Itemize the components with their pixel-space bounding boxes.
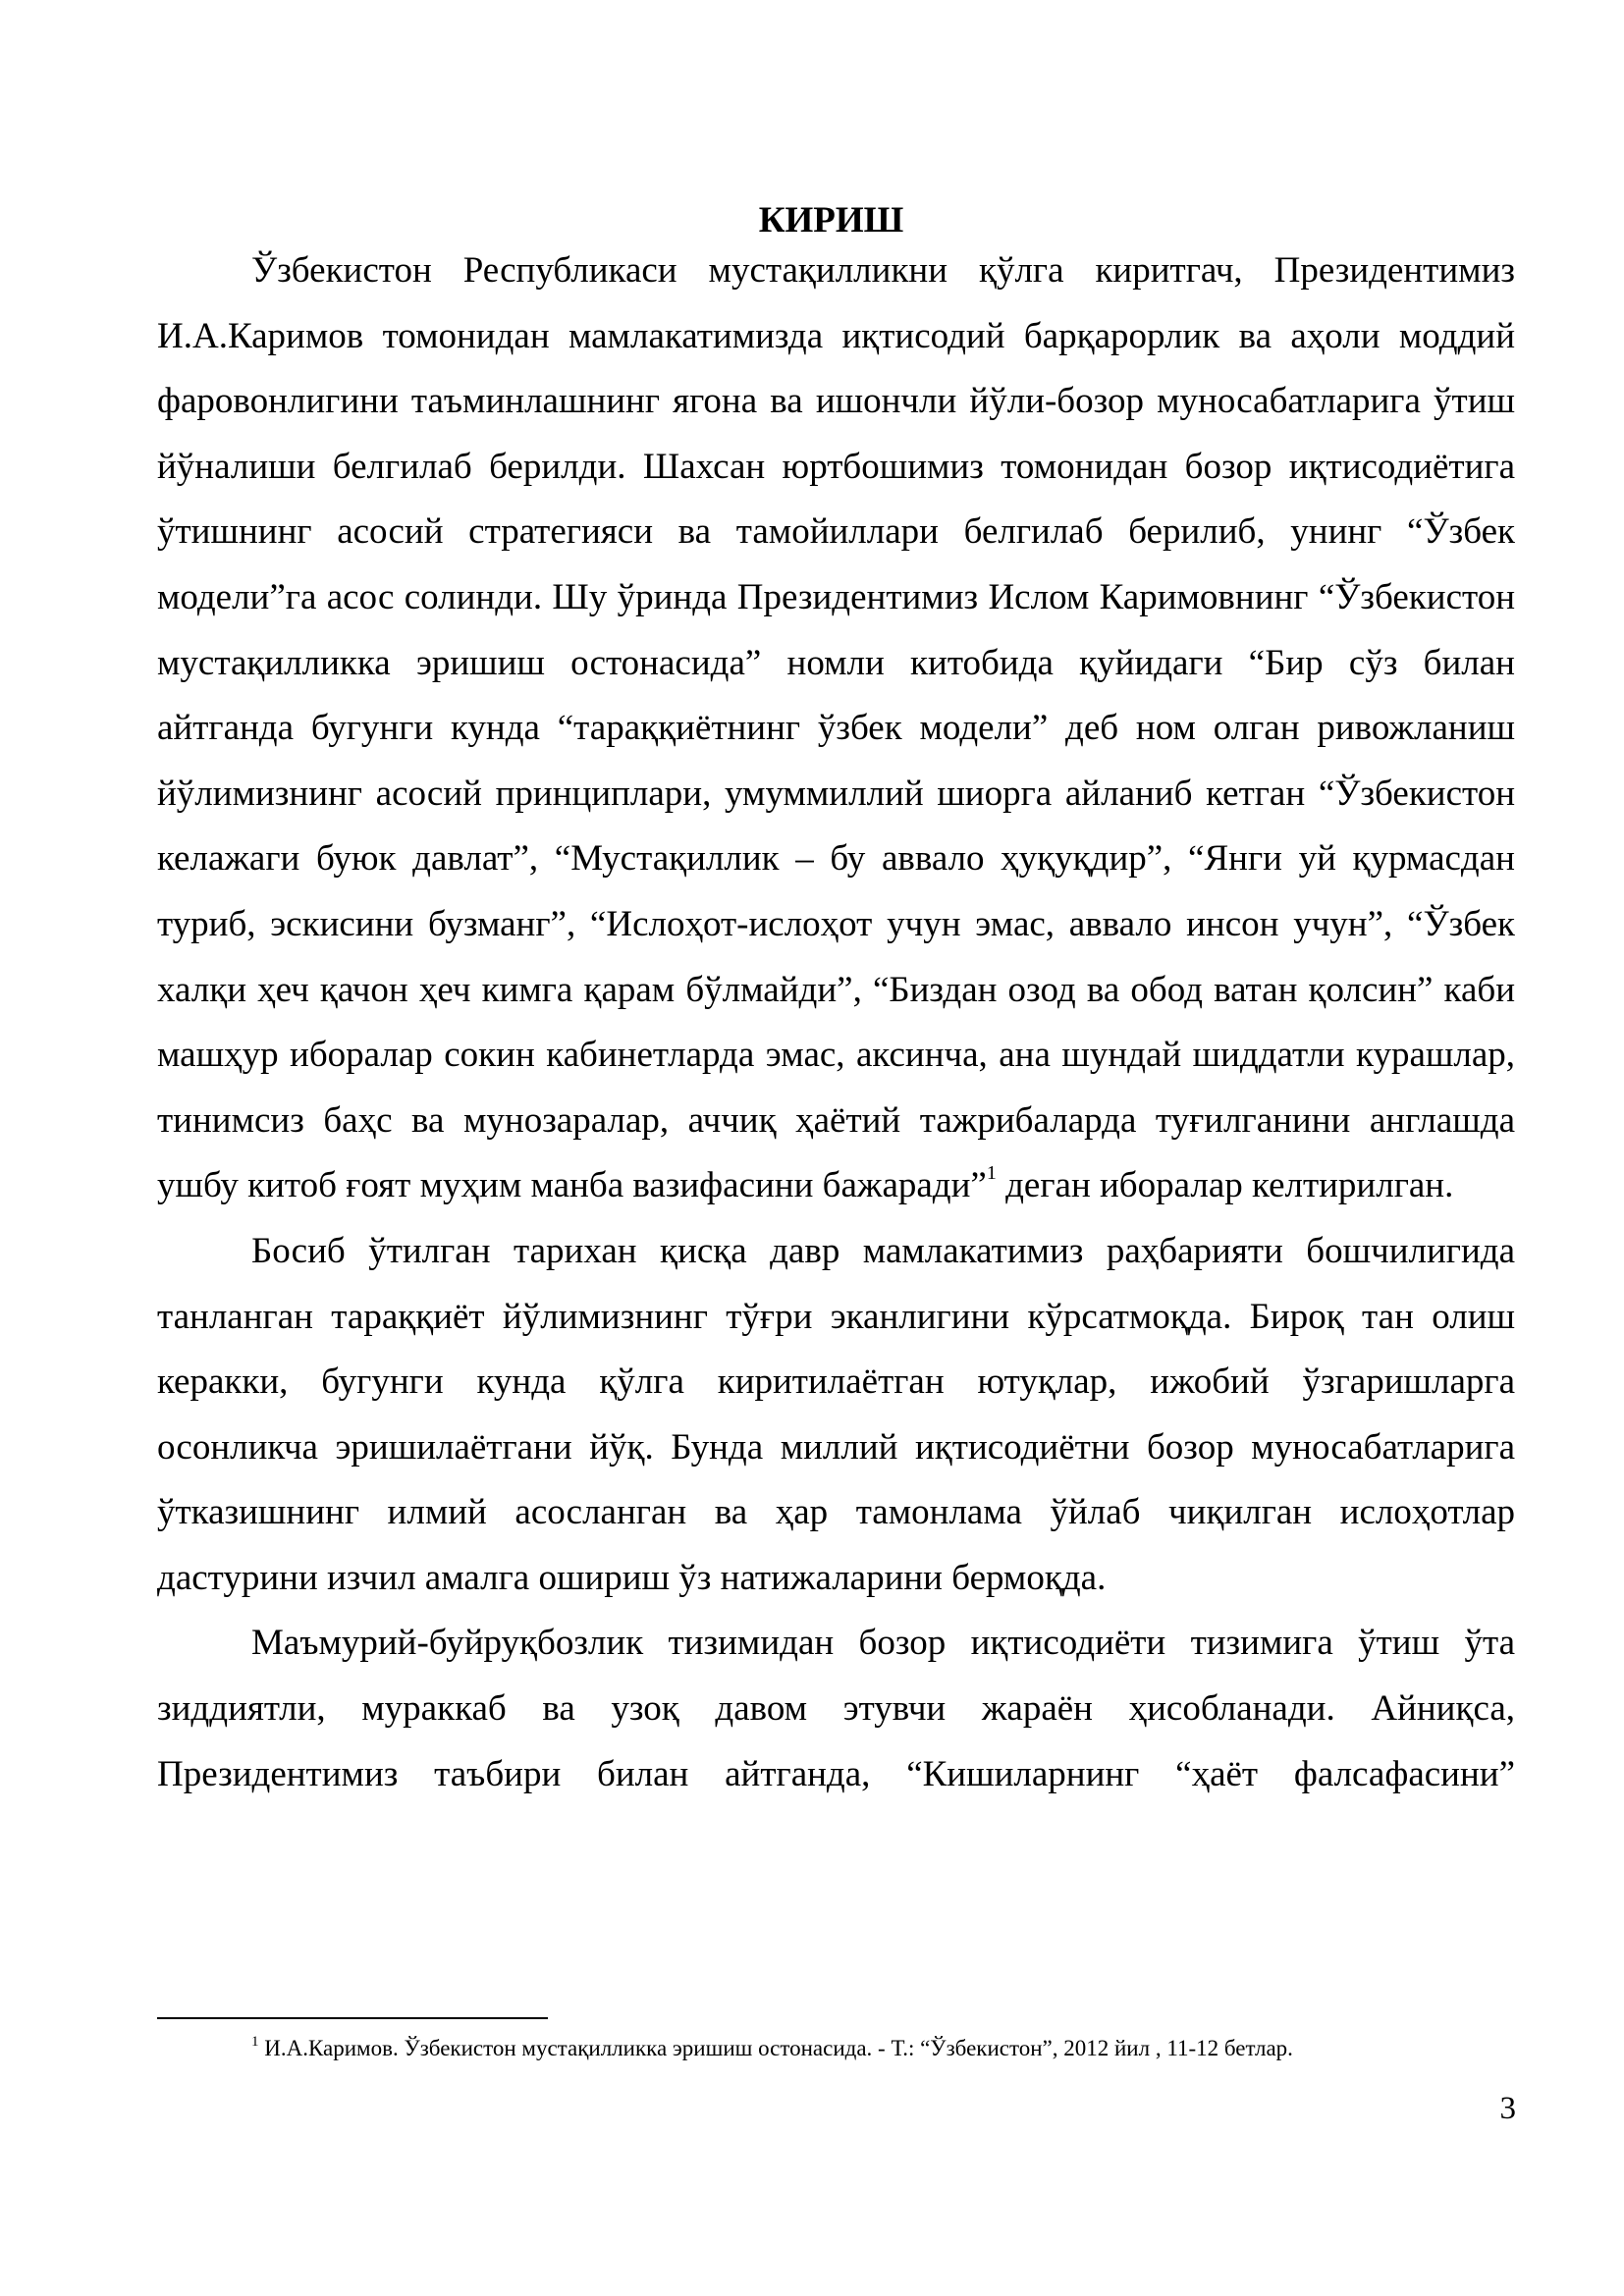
page-number: 3 bbox=[1499, 2091, 1516, 2126]
paragraph-3: Маъмурий-буйруқбозлик тизимидан бозор иқтисодиёти тизимига ўтиш ўта зиддиятли, мураккаб ва узоқ давом этувчи жараён ҳисобланади. Айниқса, Президентимиз таъбири билан айтганда, “Кишиларнинг “ҳаёт фалсафасини” bbox=[157, 1623, 1515, 1794]
footnote-mark: 1 bbox=[251, 2034, 259, 2050]
footnote-reference: 1 bbox=[986, 1162, 997, 1185]
footnote-separator bbox=[157, 2017, 548, 2019]
paragraph-1-text-after: деган иборалар келтирилган. bbox=[996, 1165, 1454, 1206]
page-title: КИРИШ bbox=[758, 200, 904, 240]
footnote bbox=[157, 2031, 1515, 2065]
paragraph-1 bbox=[157, 239, 1515, 1219]
footnote-text: И.А.Каримов. Ўзбекистон мустақилликка эришиш остонасида. - Т.: “Ўзбекистон”, 2012 йил , 11-12 бетлар. bbox=[258, 2036, 1293, 2060]
paragraph-2: Босиб ўтилган тарихан қисқа давр мамлакатимиз раҳбарияти бошчилигида танланган тараққиёт йўлимизнинг тўғри эканлигини кўрсатмоқда. Бироқ тан олиш керакки, бугунги кунда қўлга киритилаётган ютуқлар, ижобий ўзгаришларга осонликча эришилаётгани йўқ. Бунда миллий иқтисодиётни бозор муносабатларига ўтказишнинг илмий асосланган ва ҳар тамонлама ўйлаб чиқилган ислоҳотлар дастурини изчил амалга ошириш ўз натижаларини бермоқда. bbox=[157, 1230, 1515, 1598]
paragraph-1-text: Ўзбекистон Республикаси мустақилликни қўлга киритгач, Президентимиз И.А.Каримов томонидан мамлакатимизда иқтисодий барқарорлик ва аҳоли моддий фаровонлигини таъминлашнинг ягона ва ишончли йўли-бозор муносабатларига ўтиш йўналиши белгилаб берилди. Шахсан юртбошимиз томонидан бозор иқтисодиётига ўтишнинг асосий стратегияси ва тамойиллари белгилаб берилиб, унинг “Ўзбек модели”га асос солинди. Шу ўринда Президентимиз Ислом Каримовнинг “Ўзбекистон мустақилликка эришиш остонасида” номли китобида қуйидаги “Бир сўз билан айтганда бугунги кунда “тараққиётнинг ўзбек модели” деб ном олган ривожланиш йўлимизнинг асосий принциплари, умуммиллий шиорга айланиб кетган “Ўзбекистон келажаги буюк давлат”, “Мустақиллик – бу аввало ҳуқуқдир”, “Янги уй қурмасдан туриб, эскисини бузманг”, “Ислоҳот-ислоҳот учун эмас, аввало инсон учун”, “Ўзбек халқи ҳеч қачон ҳеч кимга қарам бўлмайди”, “Биздан озод ва обод ватан қолсин” каби машҳур иборалар сокин кабинетларда эмас, аксинча, ана шундай шиддатли курашлар, тинимсиз баҳс ва мунозаралар, аччиқ ҳаётий тажрибаларда туғилганини англашда ушбу китоб ғоят муҳим манба вазифасини бажаради” bbox=[157, 250, 1515, 1206]
body-text bbox=[157, 239, 1515, 1807]
